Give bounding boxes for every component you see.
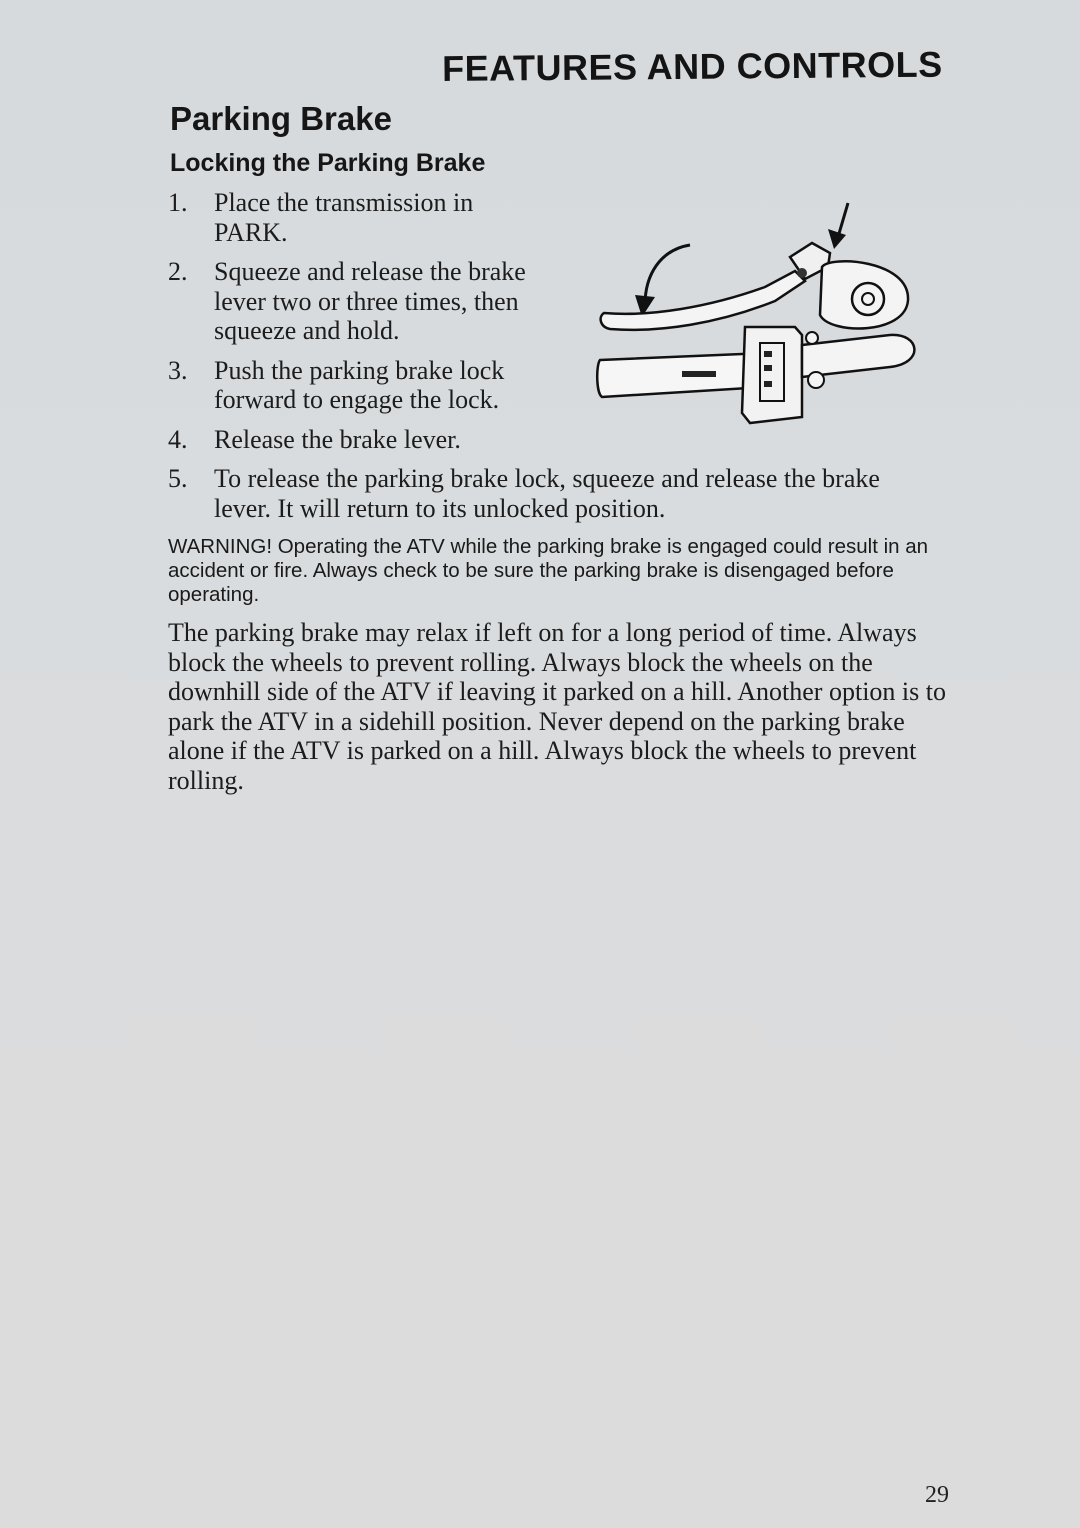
step-number: 2. <box>168 257 188 286</box>
step-item <box>168 464 914 523</box>
step-item <box>168 356 544 415</box>
warning-text: Operating the ATV while the parking brake is engaged could result in an accident or fire. Always check to be sure the parking brake is disengaged before operating. <box>168 535 929 606</box>
brake-lever-illustration <box>590 195 935 435</box>
push-arrow-head-icon <box>828 229 846 249</box>
step-item <box>168 425 544 455</box>
page-title: Parking Brake <box>170 100 392 137</box>
body-paragraph: The parking brake may relax if left on for a long period of time. Always block the wheels to prevent rolling. Always block the wheels on the downhill side of the ATV if leaving it parked on a hill. Another option is to park the ATV in a sidehill position. Never depend on the parking brake alone if the ATV is parked on a hill. Always block the wheels to prevent rolling. <box>168 618 946 795</box>
subsection-title: Locking the Parking Brake <box>170 149 486 177</box>
step-number: 5. <box>168 464 188 493</box>
step-item <box>168 257 544 346</box>
switch-button-2 <box>764 365 772 371</box>
squeeze-arrow-icon <box>645 245 690 305</box>
clamp-bolt <box>808 372 824 388</box>
reservoir-cap <box>852 283 884 315</box>
push-arrow-icon <box>838 203 848 237</box>
brake-lever <box>601 271 805 330</box>
handlebar-grip <box>597 353 765 397</box>
switch-housing <box>742 327 802 423</box>
step-item <box>168 188 544 247</box>
switch-button-1 <box>764 351 772 357</box>
grip-logo <box>682 371 716 377</box>
step-text: Place the transmission in PARK. <box>214 188 474 247</box>
step-number: 1. <box>168 188 188 217</box>
step-text: To release the parking brake lock, squeeze and release the brake lever. It will return to its unlocked position. <box>214 464 880 523</box>
section-header: FEATURES AND CONTROLS <box>442 43 943 89</box>
step-text: Release the brake lever. <box>214 424 461 454</box>
page-number: 29 <box>925 1482 949 1508</box>
step-number: 4. <box>168 424 188 454</box>
pivot-bolt <box>797 268 807 278</box>
handlebar-tube <box>802 335 914 377</box>
clamp-bolt-upper <box>806 332 818 344</box>
warning-note <box>168 535 948 607</box>
step-number: 3. <box>168 355 188 385</box>
switch-button-3 <box>764 381 772 387</box>
step-text: Push the parking brake lock forward to engage the lock. <box>214 355 505 414</box>
warning-label: WARNING! <box>168 535 273 558</box>
step-text: Squeeze and release the brake lever two or three times, then squeeze and hold. <box>214 257 526 345</box>
